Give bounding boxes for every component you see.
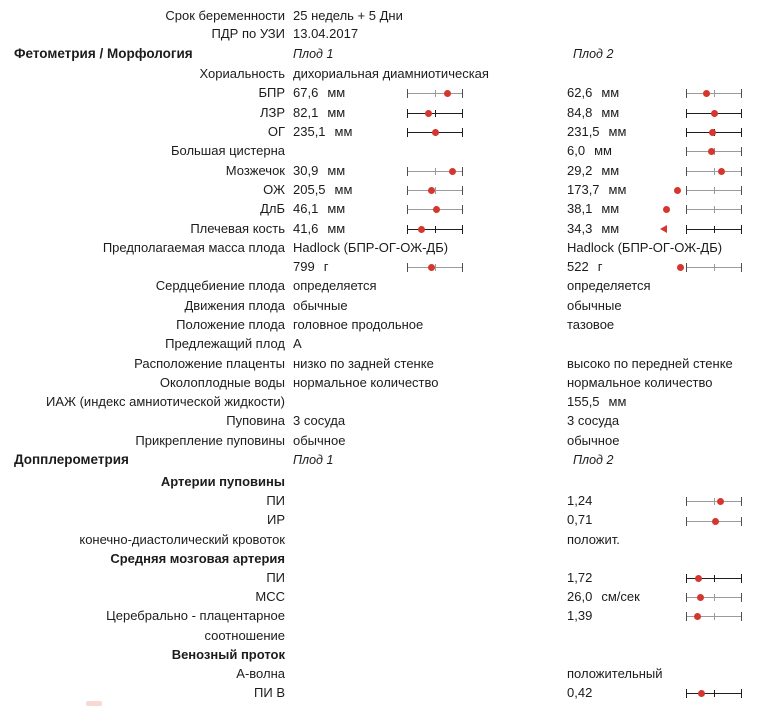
fetus2-column-header: Плод 2 xyxy=(573,453,614,467)
table-row xyxy=(0,276,768,295)
value-text: 25 недель + 5 Дни xyxy=(293,7,403,23)
fetus1-value xyxy=(287,433,407,448)
fetus2-value xyxy=(464,124,686,139)
table-row xyxy=(0,606,768,625)
doppler-table xyxy=(0,472,768,702)
value-text: определяется xyxy=(293,278,377,294)
table-row xyxy=(0,568,768,587)
fetus2-value xyxy=(464,512,686,527)
value-text: Hadlock (БПР-ОГ-ОЖ-ДБ) xyxy=(293,239,449,255)
fetus2-value xyxy=(464,685,686,700)
unit-text: мм xyxy=(594,143,612,159)
fetus2-value xyxy=(464,163,686,178)
row-label-text: Сердцебиение плода xyxy=(155,278,285,294)
fetus1-value xyxy=(287,493,407,508)
section-title-doppler: Допплерометрия xyxy=(14,452,129,467)
fetus1-value xyxy=(287,413,407,428)
row-label xyxy=(0,278,287,293)
unit-text: мм xyxy=(327,201,346,217)
row-label-text: ДлБ xyxy=(260,201,285,217)
table-row xyxy=(0,431,768,450)
value-text: 173,7 xyxy=(567,181,600,197)
fetus2-range-chart xyxy=(686,201,742,216)
fetus2-value xyxy=(464,589,686,604)
unit-text: мм xyxy=(608,181,627,197)
value-text: 0,71 xyxy=(567,512,593,528)
fetus2-value xyxy=(464,317,686,332)
table-row xyxy=(0,83,768,102)
value-text: 799 xyxy=(293,259,315,275)
row-label-text: ЛЗР xyxy=(259,104,285,120)
unit-text: мм xyxy=(327,162,346,178)
fetus1-column-header: Плод 1 xyxy=(293,453,334,467)
row-label xyxy=(0,551,287,566)
fetus1-value xyxy=(287,298,407,313)
row-label xyxy=(0,413,287,428)
table-row xyxy=(0,530,768,549)
fetus2-value xyxy=(464,298,686,313)
table-row xyxy=(0,315,768,334)
fetus2-value xyxy=(464,105,686,120)
row-label-text: ИАЖ (индекс амниотической жидкости) xyxy=(45,394,285,410)
value-text: 1,72 xyxy=(567,570,593,586)
fetus1-value xyxy=(287,221,407,236)
table-row xyxy=(0,645,768,664)
row-label-text: Хориальность xyxy=(199,66,285,82)
value-text: Hadlock (БПР-ОГ-ОЖ-ДБ) xyxy=(567,239,723,255)
fetus2-value xyxy=(464,66,686,81)
table-row xyxy=(0,626,768,645)
row-label-text: ОГ xyxy=(267,124,285,140)
fetus1-value xyxy=(287,355,434,371)
table-row xyxy=(0,257,768,276)
value-text: 62,6 xyxy=(567,85,593,101)
fetus1-value xyxy=(287,589,407,604)
unit-text: мм xyxy=(608,394,627,410)
table-row xyxy=(0,218,768,237)
fetus2-range-chart xyxy=(686,589,742,604)
row-label-text: Положение плода xyxy=(176,317,285,332)
row-label xyxy=(0,375,287,390)
fetus2-value xyxy=(464,355,733,371)
fetus2-value xyxy=(464,221,686,236)
row-label-text: Пуповина xyxy=(226,413,285,429)
value-text: обычные xyxy=(293,297,348,313)
unit-text: мм xyxy=(608,124,627,140)
table-row xyxy=(0,141,768,160)
row-label-text: ИР xyxy=(266,512,285,528)
table-row xyxy=(0,683,768,702)
fetus2-value xyxy=(464,374,713,390)
value-text: 0,42 xyxy=(567,685,593,701)
table-row xyxy=(0,334,768,353)
row-label-text: БПР xyxy=(258,85,285,101)
table-row xyxy=(0,180,768,199)
row-label-text: соотношение xyxy=(204,627,285,643)
fetus1-value xyxy=(287,608,407,623)
doppler-section-header xyxy=(0,450,768,469)
row-label-text: ПДР по УЗИ xyxy=(211,26,285,42)
row-label-text: конечно-диастолический кровоток xyxy=(79,531,285,547)
unit-text: мм xyxy=(601,104,620,120)
fetus2-range-chart xyxy=(686,163,742,178)
row-label xyxy=(0,317,287,332)
row-label xyxy=(0,163,287,178)
fetus2-range-chart xyxy=(686,493,742,508)
unit-text: см/сек xyxy=(601,589,640,605)
fetus1-range-chart xyxy=(407,259,464,274)
row-label xyxy=(0,570,287,585)
fetus1-range-chart xyxy=(407,85,464,100)
section-title-fetometry: Фетометрия / Морфология xyxy=(14,46,193,61)
row-label xyxy=(0,8,287,23)
row-label-text: МСС xyxy=(255,589,285,605)
fetus2-value xyxy=(464,551,686,566)
fetus2-value xyxy=(464,278,686,293)
value-text: положительный xyxy=(567,665,663,681)
fetus1-value xyxy=(287,647,407,662)
header-value xyxy=(287,26,407,41)
value-text: А xyxy=(293,336,302,352)
unit-text: мм xyxy=(327,104,346,120)
fetus1-range-chart xyxy=(407,124,464,139)
value-text: 522 xyxy=(567,259,589,275)
fetometry-table xyxy=(0,64,768,450)
value-text: обычное xyxy=(293,432,346,448)
fetus1-value xyxy=(287,124,407,139)
value-text: 3 сосуда xyxy=(293,413,346,429)
row-label-text: Плечевая кость xyxy=(190,220,285,236)
row-label-text: А-волна xyxy=(236,665,285,681)
row-label-text: Средняя мозговая артерия xyxy=(110,550,285,566)
value-text: 34,3 xyxy=(567,220,593,236)
fetus2-value xyxy=(464,85,686,100)
fetus2-value xyxy=(464,259,686,274)
row-label-text: ОЖ xyxy=(263,181,285,197)
value-text: 82,1 xyxy=(293,104,319,120)
row-label xyxy=(0,433,287,448)
value-text: 67,6 xyxy=(293,85,319,101)
row-label xyxy=(0,589,287,604)
row-label xyxy=(0,336,287,351)
table-row xyxy=(0,373,768,392)
fetus1-range-chart xyxy=(407,163,464,178)
value-text: 6,0 xyxy=(567,143,586,159)
value-text: дихориальная диамниотическая xyxy=(293,66,489,82)
table-row xyxy=(0,296,768,315)
unit-text: мм xyxy=(334,181,353,197)
table-row xyxy=(0,549,768,568)
fetus2-value xyxy=(464,647,686,662)
row-label xyxy=(0,124,287,139)
table-row xyxy=(0,664,768,683)
table-row xyxy=(0,199,768,218)
row-label xyxy=(0,240,287,255)
unit-text: мм xyxy=(601,220,620,236)
fetus1-value xyxy=(287,512,407,527)
value-text: головное продольное xyxy=(293,317,424,332)
fetus2-value xyxy=(464,394,686,409)
fetus1-value xyxy=(287,336,407,351)
row-label-text: Артерии пуповины xyxy=(160,474,285,490)
table-row xyxy=(0,160,768,179)
fetus2-value xyxy=(464,493,686,508)
fetus2-range-chart xyxy=(686,220,742,235)
fetus1-value xyxy=(287,570,407,585)
value-text: 1,24 xyxy=(567,493,593,509)
value-text: низко по задней стенке xyxy=(293,355,434,371)
row-label xyxy=(0,647,287,662)
value-text: 84,8 xyxy=(567,104,593,120)
table-row xyxy=(0,587,768,606)
fetus1-range-chart xyxy=(407,220,464,235)
row-label-text: Срок беременности xyxy=(165,7,285,23)
row-label-text: ПИ xyxy=(266,570,285,586)
table-row xyxy=(0,392,768,411)
table-row xyxy=(0,103,768,122)
fetus1-value xyxy=(287,201,407,216)
fetus2-value xyxy=(464,201,686,216)
value-text: 26,0 xyxy=(567,589,593,605)
value-text: 205,5 xyxy=(293,181,326,197)
row-label xyxy=(0,666,287,681)
value-text: 235,1 xyxy=(293,124,326,140)
fetus2-value xyxy=(464,666,686,681)
row-label xyxy=(0,182,287,197)
fetus2-range-chart xyxy=(686,85,742,100)
row-label-text: Предлежащий плод xyxy=(165,336,285,352)
fetus2-value xyxy=(464,239,723,255)
fetus2-value xyxy=(464,433,686,448)
unit-text: мм xyxy=(601,85,620,101)
fetus1-value xyxy=(287,259,407,274)
fetus1-value xyxy=(287,143,407,158)
fetus1-value xyxy=(287,532,407,547)
value-text: 29,2 xyxy=(567,162,593,178)
fetus2-range-chart xyxy=(686,259,742,274)
row-label-text: Венозный проток xyxy=(171,646,285,662)
value-text: нормальное количество xyxy=(567,374,713,390)
table-row xyxy=(0,353,768,372)
fetus2-range-chart xyxy=(686,685,742,700)
value-text: тазовое xyxy=(567,317,615,332)
row-label-text: Прикрепление пуповины xyxy=(135,432,285,448)
table-row xyxy=(0,6,768,24)
value-text: 1,39 xyxy=(567,608,593,624)
header-value xyxy=(287,8,407,23)
report-header xyxy=(0,6,768,43)
fetus1-value xyxy=(287,278,407,293)
value-text: определяется xyxy=(567,278,651,294)
table-row xyxy=(0,491,768,510)
value-text: обычное xyxy=(567,432,620,448)
row-label-text: Церебрально - плацентарное xyxy=(106,608,285,624)
fetus2-range-chart xyxy=(686,143,742,158)
value-text: высоко по передней стенке xyxy=(567,355,733,371)
row-label xyxy=(0,26,287,41)
fetus2-value xyxy=(464,608,686,623)
row-label-text: Расположение плаценты xyxy=(134,355,285,371)
row-label xyxy=(0,221,287,236)
fetus1-value xyxy=(287,551,407,566)
fetus1-value xyxy=(287,239,449,255)
row-label xyxy=(0,628,287,643)
row-label-text: Мозжечок xyxy=(225,162,285,178)
fetus1-value xyxy=(287,163,407,178)
row-label xyxy=(0,474,287,489)
fetus1-value xyxy=(287,374,439,390)
fetus1-value xyxy=(287,66,489,82)
table-row xyxy=(0,472,768,491)
fetus1-column-header: Плод 1 xyxy=(293,47,334,61)
value-text: 30,9 xyxy=(293,162,319,178)
row-label-text: Предполагаемая масса плода xyxy=(102,239,285,255)
fetus1-range-chart xyxy=(407,182,464,197)
fetus1-value xyxy=(287,666,407,681)
table-row xyxy=(0,510,768,529)
unit-text: мм xyxy=(327,220,346,236)
unit-text: г xyxy=(597,259,603,275)
value-text: 13.04.2017 xyxy=(293,26,359,42)
row-label xyxy=(0,66,287,81)
row-label-text: Движения плода xyxy=(184,297,285,313)
fetus2-range-chart xyxy=(686,124,742,139)
row-label-text: ПИ xyxy=(266,493,285,509)
value-text: обычные xyxy=(567,297,622,313)
row-label xyxy=(0,85,287,100)
row-label xyxy=(0,143,287,158)
row-label xyxy=(0,298,287,313)
fetus1-value xyxy=(287,685,407,700)
fetus2-value xyxy=(464,532,686,547)
table-row xyxy=(0,24,768,42)
fetus1-value xyxy=(287,105,407,120)
fetus2-value xyxy=(464,143,686,158)
row-label xyxy=(0,512,287,527)
fetus2-range-chart xyxy=(686,570,742,585)
fetus2-value xyxy=(464,474,686,489)
unit-text: г xyxy=(323,259,329,275)
table-row xyxy=(0,411,768,430)
row-label-text: Большая цистерна xyxy=(170,143,285,159)
row-label xyxy=(0,105,287,120)
row-label-text: ПИ В xyxy=(254,685,285,701)
fetus1-value xyxy=(287,182,407,197)
fetus1-value xyxy=(287,628,407,643)
fetus1-value xyxy=(287,474,407,489)
value-text: 231,5 xyxy=(567,124,600,140)
row-label xyxy=(0,201,287,216)
fetus2-value xyxy=(464,182,686,197)
value-text: нормальное количество xyxy=(293,374,439,390)
fetus2-column-header: Плод 2 xyxy=(573,47,614,61)
unit-text: мм xyxy=(334,124,353,140)
fetus2-value xyxy=(464,336,686,351)
row-label xyxy=(0,532,287,547)
unit-text: мм xyxy=(327,85,346,101)
page-edge-artifact xyxy=(86,701,102,706)
fetus1-range-chart xyxy=(407,201,464,216)
table-row xyxy=(0,64,768,83)
unit-text: мм xyxy=(601,201,620,217)
fetometry-section-header xyxy=(0,44,768,63)
fetus2-value xyxy=(464,413,686,428)
row-label xyxy=(0,394,287,409)
table-row xyxy=(0,122,768,141)
row-label xyxy=(0,493,287,508)
value-text: 38,1 xyxy=(567,201,593,217)
fetus2-range-chart xyxy=(686,512,742,527)
row-label xyxy=(0,356,287,371)
fetus2-range-chart xyxy=(686,608,742,623)
row-label xyxy=(0,608,287,623)
fetus2-value xyxy=(464,628,686,643)
row-label xyxy=(0,685,287,700)
fetus1-value xyxy=(287,394,407,409)
value-text: 3 сосуда xyxy=(567,413,620,429)
value-text: 41,6 xyxy=(293,220,319,236)
value-text: 155,5 xyxy=(567,394,600,410)
fetus1-range-chart xyxy=(407,105,464,120)
fetus1-value xyxy=(287,317,424,332)
value-text: положит. xyxy=(567,531,620,547)
fetus2-range-chart xyxy=(686,182,742,197)
row-label-text: Околоплодные воды xyxy=(159,374,285,390)
unit-text: мм xyxy=(601,162,620,178)
fetus2-value xyxy=(464,570,686,585)
fetus1-value xyxy=(287,85,407,100)
fetus2-range-chart xyxy=(686,105,742,120)
value-text: 46,1 xyxy=(293,201,319,217)
table-row xyxy=(0,238,768,257)
